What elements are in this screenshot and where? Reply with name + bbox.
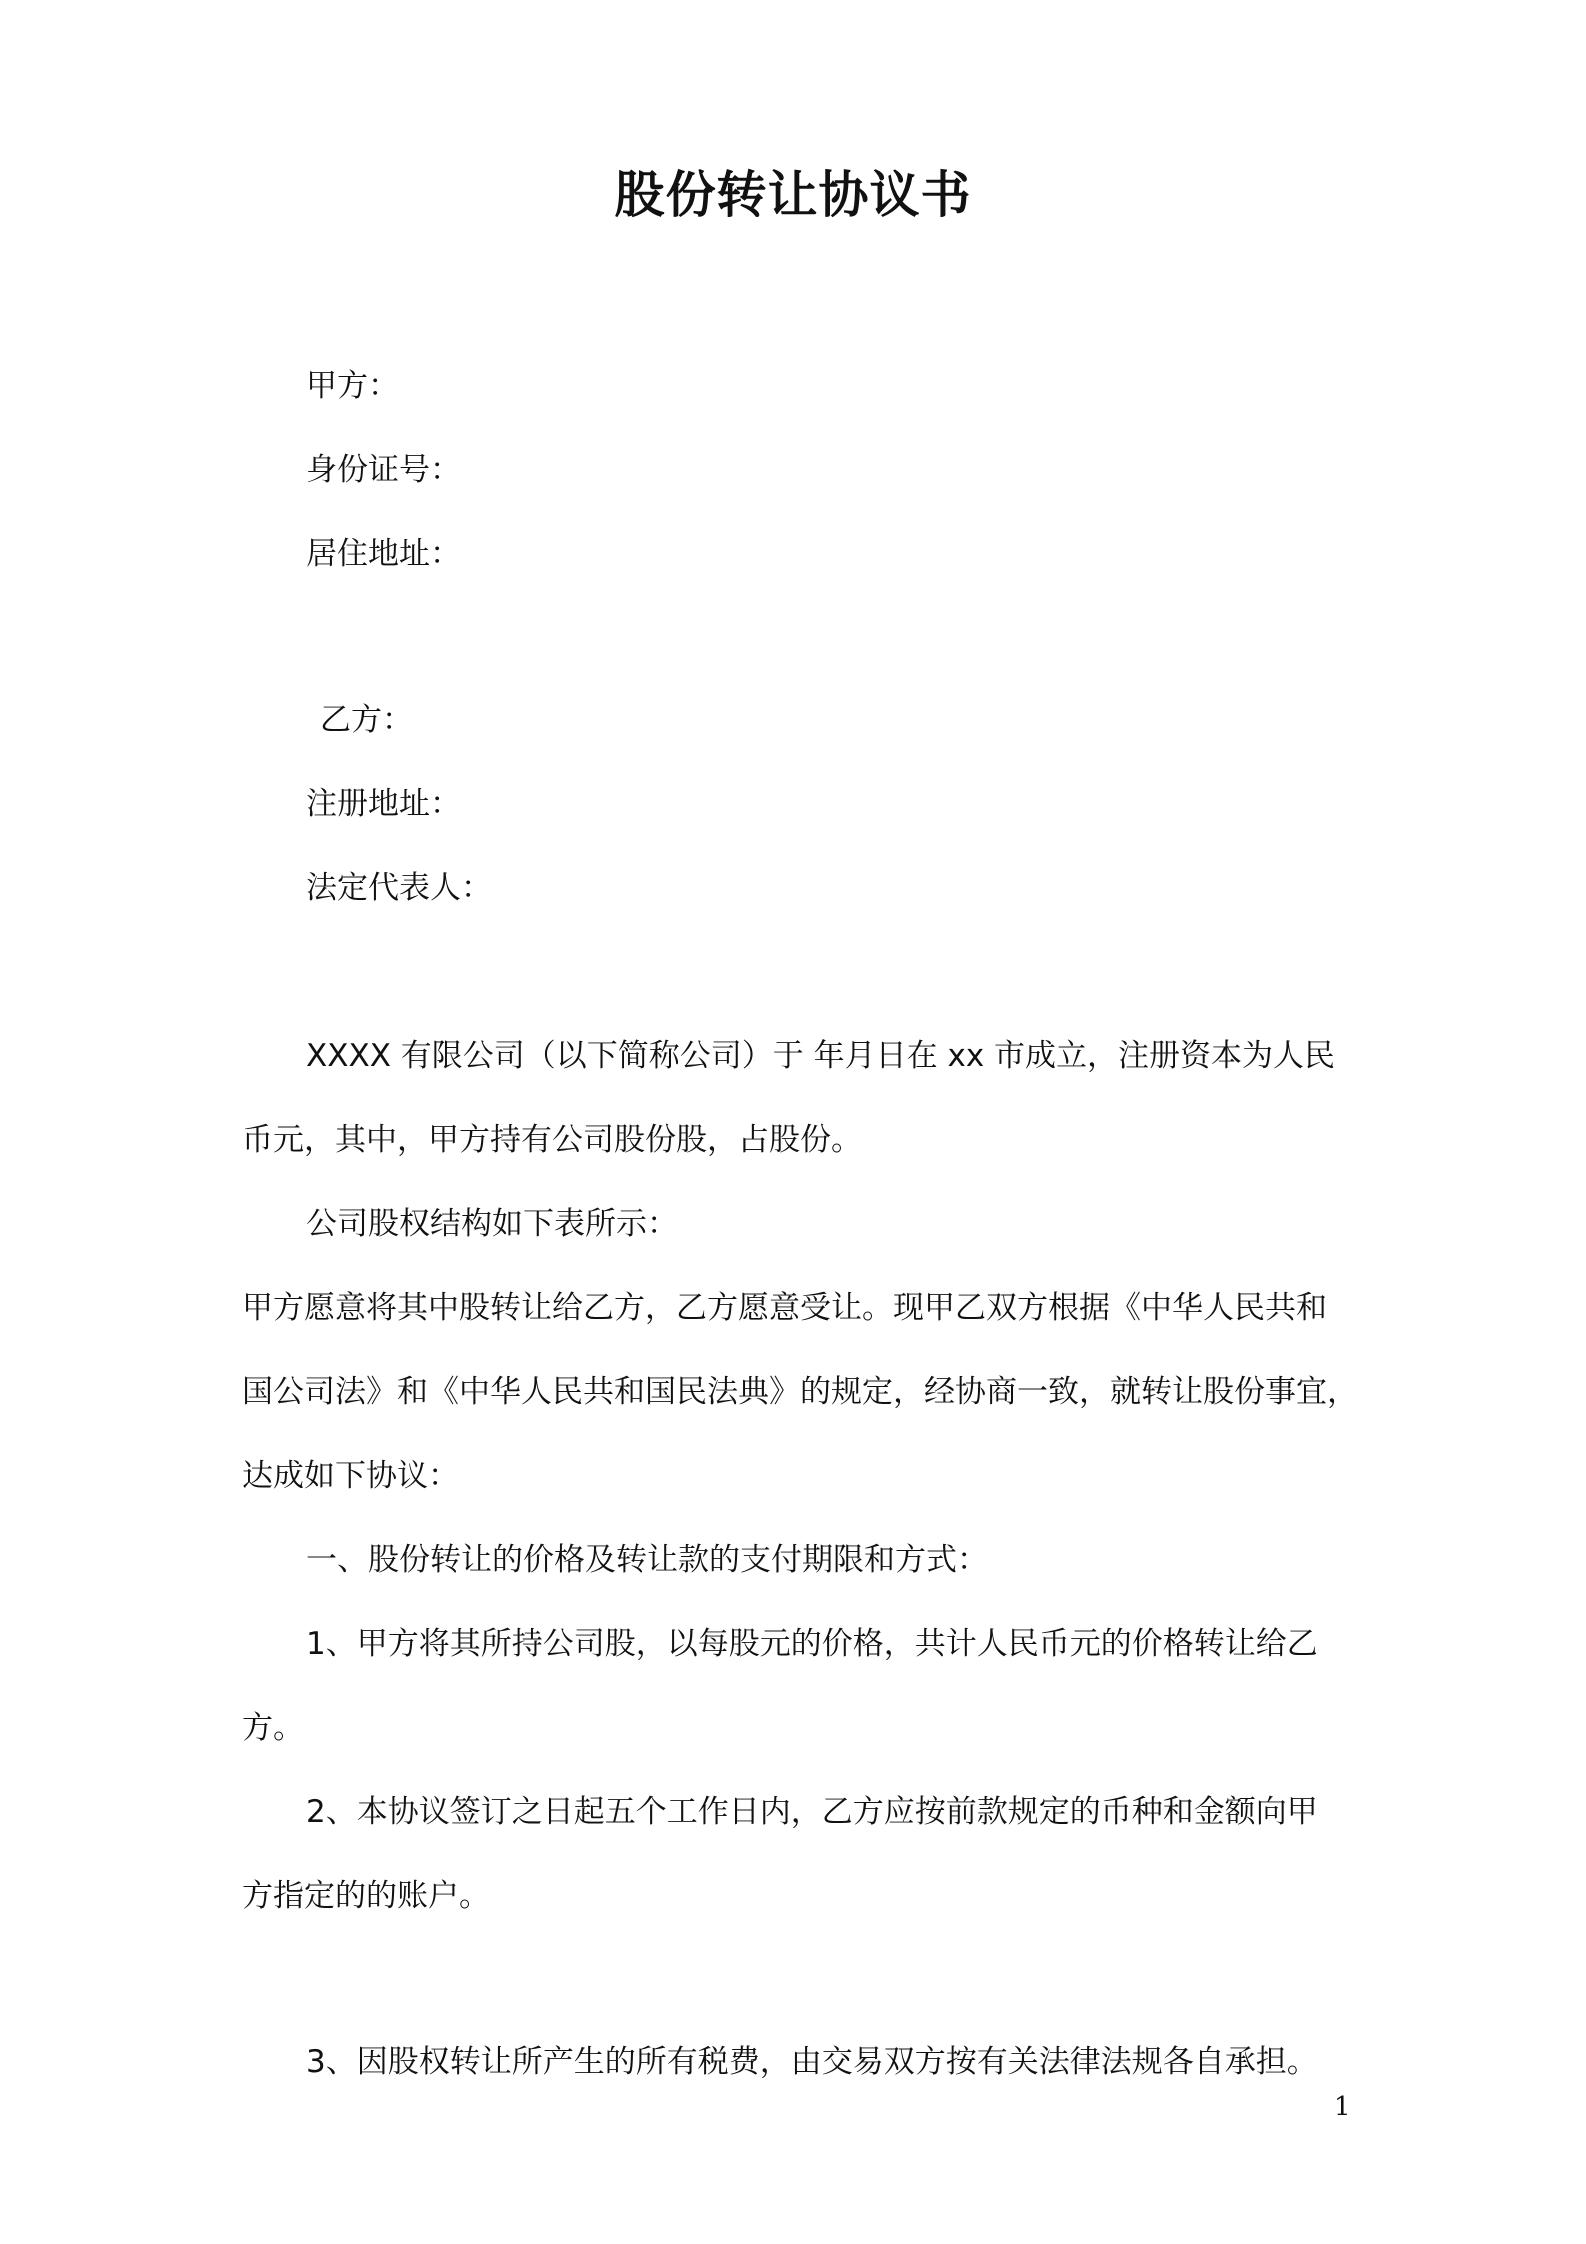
party-b-name-label: 乙方： [320, 702, 413, 738]
page-number: 1 [1334, 2092, 1351, 2122]
structure-paragraph: 公司股权结构如下表所示： [306, 1206, 678, 1242]
clause-2-line-1: 2、本协议签订之日起五个工作日内，乙方应按前款规定的币种和金额向甲 [306, 1794, 1318, 1830]
agreement-paragraph-line-3: 达成如下协议： [242, 1458, 459, 1494]
party-a-name-label: 甲方： [306, 368, 399, 404]
agreement-paragraph-line-1: 甲方愿意将其中股转让给乙方，乙方愿意受让。现甲乙双方根据《中华人民共和 [242, 1290, 1327, 1326]
clause-3-line-1: 3、因股权转让所产生的所有税费，由交易双方按有关法律法规各自承担。 [306, 2044, 1318, 2080]
agreement-paragraph-line-2: 国公司法》和《中华人民共和国民法典》的规定，经协商一致，就转让股份事宜， [242, 1374, 1358, 1410]
party-b-reg-address-label: 注册地址： [306, 786, 461, 822]
section-1-heading: 一、股份转让的价格及转让款的支付期限和方式： [306, 1542, 988, 1578]
party-b-legal-rep-label: 法定代表人： [306, 870, 492, 906]
party-a-id-label: 身份证号： [306, 452, 461, 488]
intro-paragraph-line-1: XXXX 有限公司（以下简称公司）于 年月日在 xx 市成立，注册资本为人民 [306, 1038, 1336, 1074]
intro-paragraph-line-2: 币元，其中，甲方持有公司股份股，占股份。 [242, 1122, 862, 1158]
clause-2-line-2: 方指定的的账户。 [242, 1878, 490, 1914]
clause-1-line-1: 1、甲方将其所持公司股，以每股元的价格，共计人民币元的价格转让给乙 [306, 1626, 1318, 1662]
clause-1-line-2: 方。 [242, 1710, 304, 1746]
party-a-address-label: 居住地址： [306, 536, 461, 572]
document-title: 股份转让协议书 [614, 166, 972, 224]
